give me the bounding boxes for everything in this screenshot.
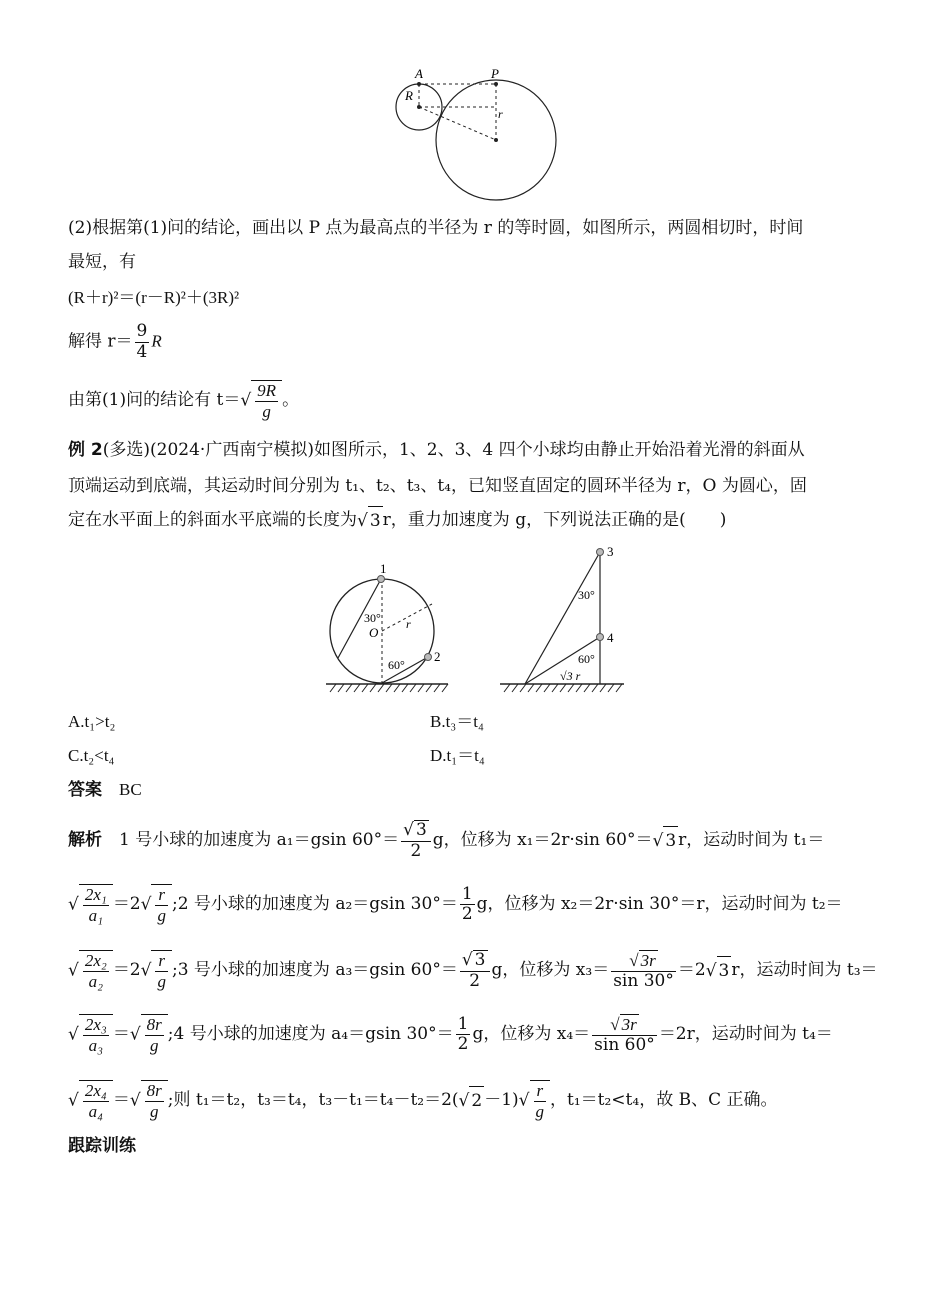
a3-text: ;3 号小球的加速度为 a₃＝gsin 60°＝ <box>171 960 458 981</box>
x1-rad: 3 <box>663 826 678 855</box>
solve-fraction <box>135 322 150 362</box>
t2-den2: g <box>157 971 166 991</box>
analysis-line3: √ $\frac{\text{2x₂}}{\text{a₂}}$ ＝2√ $\frac{r}{g}$ ;3 号小球的加速度为 a₃＝gsin 60°＝ $\frac{√ 3}{2}$ g，位移为 x₃＝ $\frac{√ 3r}{\sin 30^\circ}$ ＝2√ 3 r，运动时间为 t₃＝ <box>68 950 878 991</box>
diff-rad: 2 <box>469 1086 484 1115</box>
solve-prefix: 解得 r＝ <box>68 331 133 352</box>
tracking-title: 跟踪训练 <box>68 1136 136 1156</box>
x3-num: 3r <box>640 951 656 970</box>
t1-num2: r <box>155 885 168 906</box>
angle-30-left: 30° <box>364 611 381 625</box>
t3-den2: g <box>149 1035 159 1055</box>
example2-line1 <box>68 436 805 464</box>
figure-tangent-circles <box>385 62 575 202</box>
a4-num: 1 <box>457 1013 469 1034</box>
part2-solve <box>68 322 162 362</box>
option-B: B.t₃＝t₄ <box>430 712 484 731</box>
t4-eq: ＝ <box>112 1090 130 1111</box>
t1-num: 2x₁ <box>84 885 107 904</box>
t1-text: r，运动时间为 t₁＝ <box>678 830 825 851</box>
t1-eq: ＝2 <box>112 894 141 915</box>
result-den: g <box>262 401 271 421</box>
a1-fraction: $\frac{√ 3}{2}$ <box>401 820 431 861</box>
angle-60-right: 60° <box>578 652 595 666</box>
t3-eq: ＝ <box>112 1024 130 1045</box>
conclusion-text: ;则 t₁＝t₂，t₃＝t₄，t₃－t₁＝t₄－t₂＝2( <box>167 1090 459 1111</box>
a2-text: ;2 号小球的加速度为 a₂＝gsin 30°＝ <box>171 894 458 915</box>
example2-text1: (多选)(2024·广西南宁模拟)如图所示，1、2、3、4 四个小球均由静止开始沿着光滑的斜面从 <box>102 440 805 460</box>
a1-text: 1 号小球的加速度为 a₁＝gsin 60°＝ <box>119 830 400 851</box>
angle-30-right: 30° <box>578 588 595 602</box>
t4-den2: g <box>149 1101 159 1121</box>
example2-rad: 3 <box>368 506 383 535</box>
x3-rad: 3 <box>717 956 732 985</box>
a3-num: 3 <box>474 950 486 970</box>
label-r: r <box>498 107 503 121</box>
a1-num: 3 <box>415 820 427 840</box>
figure-inclines <box>322 542 632 698</box>
t4-text: ＝2r，运动时间为 t₄＝ <box>658 1024 833 1045</box>
solve-den: 4 <box>136 341 148 362</box>
ball-4 <box>597 634 604 641</box>
ball-3 <box>597 549 604 556</box>
answer-label: 答案 <box>68 780 102 800</box>
x4-den: sin 60° <box>594 1034 655 1055</box>
part2-equation: (R＋r)²＝(r－R)²＋(3R)² <box>68 288 240 307</box>
example2-line3-suffix: r，重力加速度为 g，下列说法正确的是( ) <box>382 510 727 530</box>
x4-text: g，位移为 x₄＝ <box>472 1024 591 1045</box>
diff-num: r <box>534 1081 547 1102</box>
x3-text: g，位移为 x₃＝ <box>491 960 610 981</box>
answer-line <box>68 776 142 804</box>
part2-line1: (2)根据第(1)问的结论，画出以 P 点为最高点的半径为 r 的等时圆，如图所示，两圆相切时，时间 <box>68 218 804 238</box>
t1-den: a₁ <box>88 905 104 925</box>
x3-eq: ＝2 <box>677 960 706 981</box>
option-A: A.t₁>t₂ <box>68 712 116 731</box>
a2-num: 1 <box>461 883 473 904</box>
t2-num: 2x₂ <box>84 951 107 970</box>
x2-text: g，位移为 x₂＝2r·sin 30°＝r，运动时间为 t₂＝ <box>476 894 843 915</box>
t4-num: 2x₄ <box>84 1081 107 1100</box>
option-D: D.t₁＝t₄ <box>430 746 485 765</box>
label-R: R <box>405 88 413 103</box>
analysis-line1: 解析 1 号小球的加速度为 a₁＝gsin 60°＝ $\frac{√ 3}{2}$ g，位移为 x₁＝2r·sin 60°＝√ 3 r，运动时间为 t₁＝ <box>68 820 825 861</box>
analysis-line2: √ $\frac{\text{2x₁}}{\text{a₁}}$ ＝2√ $\frac{r}{g}$ ;2 号小球的加速度为 a₂＝gsin 30°＝ $\frac{1}{2}$ g，位移为 x₂＝2r·sin 30°＝r，运动时间为 t₂＝ <box>68 883 843 925</box>
part2-line2: 最短，有 <box>68 252 136 272</box>
analysis-line5: √ $\frac{\text{2x₄}}{\text{a₄}}$ ＝√ $\frac{8r}{g}$ ;则 t₁＝t₂，t₃＝t₄，t₃－t₁＝t₄－t₂＝2(√ 2 －1)√ $\frac{r}{g}$ ，t₁＝t₂<t₄，故 B、C 正确。 <box>68 1081 778 1121</box>
x1-text: g，位移为 x₁＝2r·sin 60°＝ <box>432 830 653 851</box>
t3-num: 2x₃ <box>84 1015 107 1034</box>
t3-den: a₃ <box>88 1035 104 1055</box>
t2-eq: ＝2 <box>112 960 141 981</box>
example2-line3-prefix: 定在水平面上的斜面水平底端的长度为 <box>68 510 357 530</box>
analysis-label: 解析 <box>68 830 102 851</box>
diff-text: －1) <box>484 1090 519 1111</box>
option-C: C.t₂<t₄ <box>68 746 115 765</box>
angle-60-left: 60° <box>388 658 405 672</box>
solve-num: 9 <box>136 321 148 341</box>
t1-den2: g <box>157 905 166 925</box>
part2-result <box>68 380 299 421</box>
result-suffix: 。 <box>282 390 300 411</box>
ball-4-label: 4 <box>607 630 614 645</box>
label-A: A <box>415 66 423 81</box>
ball-1-label: 1 <box>380 561 387 576</box>
t2-num2: r <box>155 951 168 972</box>
solve-suffix: R <box>151 331 162 351</box>
analysis-line4: √ $\frac{\text{2x₃}}{\text{a₃}}$ ＝√ $\frac{8r}{g}$ ;4 号小球的加速度为 a₄＝gsin 30°＝ $\frac{1}{2}$ g，位移为 x₄＝ $\frac{√ 3r}{\sin 60^\circ}$ ＝2r，运动时间为 t₄＝ <box>68 1013 833 1055</box>
diff-den: g <box>535 1101 545 1121</box>
example2-sqrt: √ 3 <box>357 506 383 535</box>
label-P: P <box>491 66 499 81</box>
t4-den: a₄ <box>88 1101 104 1121</box>
example2-line3 <box>68 506 726 535</box>
ball-2-label: 2 <box>434 649 441 664</box>
example2-title: 例 2 <box>68 440 103 460</box>
center-O: O <box>369 625 379 640</box>
x3-den: sin 30° <box>613 970 674 991</box>
t3-text: r，运动时间为 t₃＝ <box>731 960 878 981</box>
t3-num2: 8r <box>146 1015 162 1034</box>
x4-num: 3r <box>621 1015 637 1034</box>
a1-den: 2 <box>410 840 422 861</box>
ball-2 <box>425 654 432 661</box>
t4-num2: 8r <box>146 1081 162 1100</box>
result-prefix: 由第(1)问的结论有 t＝ <box>68 390 241 411</box>
answer-value: BC <box>119 780 142 799</box>
final-text: ，t₁＝t₂<t₄，故 B、C 正确。 <box>550 1090 778 1111</box>
ball-1 <box>378 576 385 583</box>
a4-den: 2 <box>457 1034 469 1055</box>
t2-den: a₂ <box>88 971 104 991</box>
example2-line2: 顶端运动到底端，其运动时间分别为 t₁、t₂、t₃、t₄，已知竖直固定的圆环半径为 r，O 为圆心，固 <box>68 476 807 496</box>
ball-3-label: 3 <box>607 544 614 559</box>
result-num: 9R <box>257 381 277 400</box>
a3-den: 2 <box>469 970 481 991</box>
base-length: √3 r <box>560 669 581 683</box>
result-sqrt: √ $\frac{9R}{g}$ <box>240 380 282 421</box>
a2-den: 2 <box>461 904 473 925</box>
radius-r: r <box>406 617 411 631</box>
a4-text: ;4 号小球的加速度为 a₄＝gsin 30°＝ <box>167 1024 454 1045</box>
